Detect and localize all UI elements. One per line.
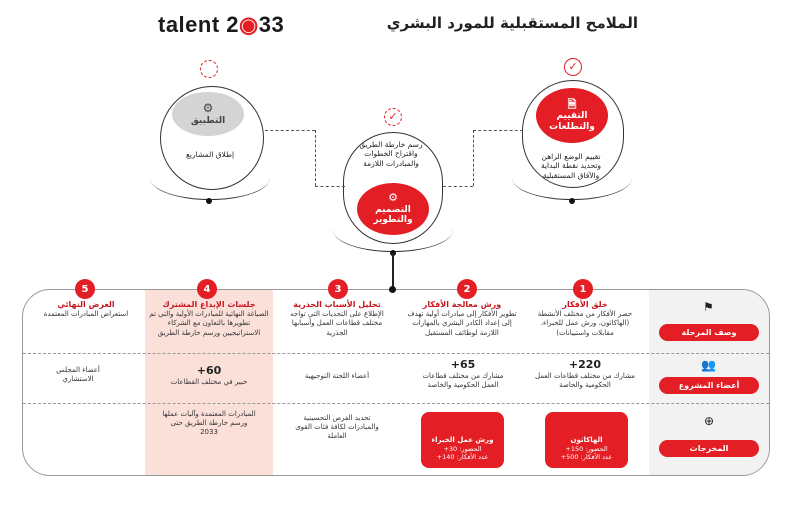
stage-4-desc xyxy=(149,300,269,338)
stage-title: العرض النهائي xyxy=(57,300,115,309)
phase-assessment xyxy=(536,88,608,143)
dot xyxy=(569,198,575,204)
stage-1-badge: 1 xyxy=(573,279,593,299)
stage-5-members xyxy=(43,366,113,384)
stage-3-output xyxy=(293,414,381,441)
arc xyxy=(333,230,453,252)
members-count: 65+ xyxy=(450,358,476,371)
document-search-icon: 🗎 xyxy=(567,97,577,111)
stage-3-badge: 3 xyxy=(328,279,348,299)
divider xyxy=(23,403,769,404)
stage-5-badge: 5 xyxy=(75,279,95,299)
output-line: الحضور: 150+ xyxy=(565,444,608,453)
stage-1-output xyxy=(545,412,628,468)
stage-desc: حصر الأفكار من مختلف الأنشطة (الهاكاثون، ورش عمل للخبراء، مقابلات واستبيانات) xyxy=(537,310,633,337)
members-text: مشارك من مختلف قطاعات العمل الحكومية والخاصة xyxy=(422,372,504,390)
output-title: الهاكاثون xyxy=(570,436,603,444)
stage-desc: استعراض المبادرات المعتمدة xyxy=(43,310,129,319)
connector xyxy=(443,186,473,187)
row-label-outputs: المخرجات xyxy=(659,440,759,457)
row-label-stage-desc: وصف المرحلة xyxy=(659,324,759,341)
output-text: المبادرات المعتمدة وآليات عملها ورسم خارطة الطريق حتى 2033 xyxy=(162,410,256,437)
phase-design xyxy=(357,183,429,235)
connector xyxy=(473,130,474,186)
connector-line xyxy=(392,253,394,289)
stage-2-members xyxy=(413,358,513,390)
output-title: ورش عمل الخبراء xyxy=(431,436,494,444)
stage-4-output xyxy=(161,410,257,437)
stage-title: خلق الأفكار xyxy=(562,300,608,309)
phase-name: التقييم والتطلعات xyxy=(549,111,595,132)
arc xyxy=(150,178,270,200)
check-icon: ✓ xyxy=(564,58,582,76)
dashed-circle-icon xyxy=(200,60,218,78)
connector xyxy=(315,186,345,187)
output-text: تحديد الفرص التحسينية والمبادرات لكافة فئات القوى العاملة xyxy=(295,414,379,441)
table-top-dot xyxy=(389,286,396,293)
divider xyxy=(23,353,769,354)
stage-1-desc xyxy=(529,300,641,338)
connector xyxy=(473,130,523,131)
stage-4-badge: 4 xyxy=(197,279,217,299)
phase-desc: رسم خارطة الطريق واقتراح الخطوات والمبادرات اللازمة xyxy=(359,140,423,168)
dot xyxy=(206,198,212,204)
output-line: عدد الأفكار: 500+ xyxy=(560,452,613,461)
phase-name: التصميم والتطوير xyxy=(373,204,413,226)
stage-title: جلسات الإبداع المشترك xyxy=(162,300,256,309)
phase-desc: تقييم الوضع الراهن وتحديد نقطة البداية والآفاق المستقبلية xyxy=(540,152,602,180)
outputs-icon: ⊕ xyxy=(704,414,715,428)
stage-2-desc xyxy=(403,300,521,338)
members-text: خبير في مختلف القطاعات xyxy=(170,378,248,387)
stage-title: ورش معالجة الأفكار xyxy=(422,300,502,309)
phase-implementation xyxy=(172,92,244,136)
talent-2033-logo: talent 2◉33 xyxy=(158,12,285,37)
stage-1-members xyxy=(533,358,637,390)
flag-path-icon: ⚑ xyxy=(703,300,714,314)
arc xyxy=(512,178,632,200)
output-line: الحضور: 30+ xyxy=(443,444,482,453)
members-count: 220+ xyxy=(568,358,602,371)
stage-title: تحليل الأسباب الجذرية xyxy=(293,300,381,309)
phase-name: التطبيق xyxy=(190,115,226,126)
gear-cycle-icon: ⚙ xyxy=(202,100,214,115)
phase-desc: إطلاق المشاريع xyxy=(185,150,235,159)
stage-2-badge: 2 xyxy=(457,279,477,299)
stage-5-desc xyxy=(31,300,141,319)
connector xyxy=(315,130,316,186)
pencil-gear-icon: ⚙ xyxy=(388,191,398,205)
stage-desc: تطوير الأفكار إلى مبادرات أولية تهدف إلى إعداد الكادر البشري بالمهارات اللازمة لوظائف المستقبل xyxy=(407,310,517,337)
check-icon: ✓ xyxy=(384,108,402,126)
stage-desc: الإطلاع على التحديات التي تواجه مختلف قطاعات العمل وأسبابها الجذرية xyxy=(290,310,384,337)
members-text: أعضاء المجلس الاستشاري xyxy=(56,366,100,384)
stage-4-members xyxy=(163,364,255,387)
stages-table xyxy=(22,289,770,476)
members-count: 60+ xyxy=(196,364,222,377)
page-title: الملامح المستقبلية للمورد البشري xyxy=(386,14,638,32)
members-text: مشارك من مختلف قطاعات العمل الحكومية والخاصة xyxy=(534,372,636,390)
members-text: أعضاء اللجنة التوجيهية xyxy=(304,372,370,380)
stage-desc: الصياغة النهائية للمبادرات الأولية والتي تم تطويرها بالتعاون مع الشركاء الاستراتيجيين ورسم خارطة الطريق xyxy=(149,310,269,337)
output-line: عدد الأفكار: 140+ xyxy=(436,452,489,461)
stage-2-output xyxy=(421,412,504,468)
stage-3-members xyxy=(281,372,393,381)
people-icon: 👥 xyxy=(701,358,716,372)
connector xyxy=(265,130,315,131)
stage-3-desc xyxy=(281,300,393,338)
row-label-members: أعضاء المشروع xyxy=(659,377,759,394)
